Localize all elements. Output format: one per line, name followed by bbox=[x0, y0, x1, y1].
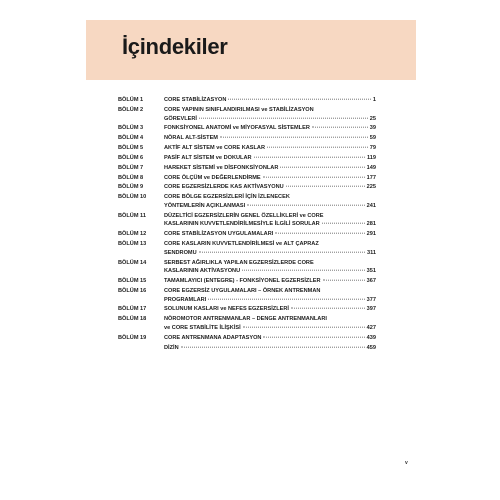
dot-leader bbox=[263, 336, 364, 337]
dot-leader bbox=[275, 233, 364, 234]
toc-entry bbox=[118, 183, 376, 192]
toc-line bbox=[164, 115, 376, 124]
toc-line bbox=[164, 202, 376, 211]
page-number-ref: 377 bbox=[366, 296, 376, 303]
chapter-number: BÖLÜM 8 bbox=[118, 174, 144, 181]
page-number-ref: 367 bbox=[366, 278, 376, 285]
toc-entry bbox=[118, 240, 376, 257]
chapter-title-block bbox=[164, 193, 376, 210]
toc-line bbox=[164, 183, 376, 192]
dot-leader bbox=[323, 280, 365, 281]
dot-leader bbox=[312, 127, 368, 128]
chapter-title-block bbox=[164, 344, 376, 353]
chapter-title: SERBEST AĞIRLIKLA YAPILAN EGZERSİZLERDE CORE bbox=[164, 259, 314, 266]
dot-leader bbox=[199, 251, 365, 252]
dot-leader bbox=[254, 157, 365, 158]
page-number-ref: 225 bbox=[366, 184, 376, 191]
page-number-ref: 39 bbox=[369, 125, 376, 132]
chapter-number: BÖLÜM 14 bbox=[118, 259, 147, 266]
chapter-number: BÖLÜM 12 bbox=[118, 231, 147, 238]
toc-entry bbox=[118, 174, 376, 183]
dot-leader bbox=[242, 270, 365, 271]
page-number-ref: 59 bbox=[369, 135, 376, 142]
page-number-ref: 79 bbox=[369, 145, 376, 152]
page-number-ref: 311 bbox=[366, 249, 376, 256]
chapter-title: KASLARININ AKTİVASYONU bbox=[164, 268, 241, 275]
page-number-ref: 1 bbox=[372, 97, 376, 103]
chapter-number: BÖLÜM 1 bbox=[118, 97, 144, 103]
dot-leader bbox=[291, 308, 365, 309]
chapter-title: CORE STABİLİZASYON bbox=[164, 97, 227, 103]
toc-entry bbox=[118, 259, 376, 276]
chapter-title-block bbox=[164, 305, 376, 314]
toc-line bbox=[164, 134, 376, 143]
page-number-ref: 427 bbox=[366, 324, 376, 331]
dot-leader bbox=[247, 205, 364, 206]
toc-line bbox=[164, 287, 376, 296]
toc-entry bbox=[118, 305, 376, 314]
dot-leader bbox=[322, 223, 365, 224]
toc-line bbox=[164, 212, 376, 221]
chapter-title: DİZİN bbox=[164, 344, 179, 351]
toc-line bbox=[164, 259, 376, 268]
toc-line bbox=[164, 296, 376, 305]
dot-leader bbox=[280, 166, 364, 167]
chapter-number: BÖLÜM 19 bbox=[118, 334, 147, 341]
dot-leader bbox=[243, 327, 365, 328]
chapter-title: ve CORE STABİLİTE İLİŞKİSİ bbox=[164, 324, 241, 331]
chapter-title-block bbox=[164, 315, 376, 332]
dot-leader bbox=[267, 147, 368, 148]
chapter-title-block bbox=[164, 124, 376, 133]
chapter-title: NÖRAL ALT-SİSTEM bbox=[164, 135, 218, 142]
toc-line bbox=[164, 344, 376, 353]
toc-line bbox=[164, 164, 376, 173]
chapter-number: BÖLÜM 3 bbox=[118, 125, 144, 132]
toc-line bbox=[164, 277, 376, 286]
toc-entry bbox=[118, 193, 376, 210]
toc-line bbox=[164, 305, 376, 314]
toc-line bbox=[164, 106, 376, 115]
chapter-title: CORE EGZERSİZLERDE KAS AKTİVASYONU bbox=[164, 184, 284, 191]
toc-line bbox=[164, 334, 376, 343]
chapter-title-block bbox=[164, 106, 376, 123]
dot-leader bbox=[286, 186, 365, 187]
toc-line bbox=[164, 124, 376, 133]
chapter-number: BÖLÜM 16 bbox=[118, 287, 147, 294]
page-number-ref: 119 bbox=[366, 154, 376, 161]
toc-entry bbox=[118, 96, 376, 105]
toc-line bbox=[164, 249, 376, 258]
chapter-number: BÖLÜM 2 bbox=[118, 106, 144, 113]
chapter-title: CORE KASLARIN KUVVETLENDİRİLMESİ ve ALT ÇAPRAZ bbox=[164, 241, 319, 248]
chapter-title: KASLARININ KUVVETLENDİRİLMESİYLE İLGİLİ SORULAR bbox=[164, 221, 320, 228]
chapter-number: BÖLÜM 10 bbox=[118, 194, 147, 201]
toc-entry bbox=[118, 164, 376, 173]
chapter-title-block bbox=[164, 96, 376, 105]
page-number-ref: 351 bbox=[366, 268, 376, 275]
toc-entry bbox=[118, 124, 376, 133]
chapter-title: NÖROMOTOR ANTRENMANLAR – DENGE ANTRENMANLARI bbox=[164, 316, 327, 323]
chapter-number: BÖLÜM 17 bbox=[118, 306, 147, 313]
page-number-ref: 25 bbox=[369, 115, 376, 122]
chapter-title: PASİF ALT SİSTEM ve DOKULAR bbox=[164, 154, 252, 161]
chapter-title: PROGRAMLARI bbox=[164, 296, 207, 303]
chapter-title-block bbox=[164, 144, 376, 153]
chapter-number: BÖLÜM 4 bbox=[118, 135, 144, 142]
toc-line bbox=[164, 174, 376, 183]
toc-entry bbox=[118, 144, 376, 153]
page-number-ref: 281 bbox=[366, 221, 376, 228]
chapter-title: CORE EGZERSİZ UYGULAMALARI – ÖRNEK ANTRENMAN bbox=[164, 287, 321, 294]
dot-leader bbox=[181, 346, 365, 347]
chapter-number: BÖLÜM 15 bbox=[118, 278, 147, 285]
toc-entry bbox=[118, 134, 376, 143]
chapter-title: CORE BÖLGE EGZERSİZLERİ İÇİN İZLENECEK bbox=[164, 194, 290, 201]
chapter-title-block bbox=[164, 334, 376, 343]
toc-line bbox=[164, 267, 376, 276]
chapter-title: GÖREVLERİ bbox=[164, 115, 197, 122]
chapter-number: BÖLÜM 7 bbox=[118, 164, 144, 171]
chapter-title: CORE STABİLİZASYON UYGULAMALARI bbox=[164, 231, 274, 238]
toc-line bbox=[164, 193, 376, 202]
toc-entry bbox=[118, 344, 376, 353]
dot-leader bbox=[263, 176, 365, 177]
page-number: v bbox=[405, 460, 408, 466]
chapter-number: BÖLÜM 11 bbox=[118, 212, 146, 219]
toc-entry bbox=[118, 277, 376, 286]
chapter-title-block bbox=[164, 134, 376, 143]
toc-entry bbox=[118, 287, 376, 304]
page-number-ref: 241 bbox=[366, 202, 376, 209]
toc-entry bbox=[118, 154, 376, 163]
toc-line bbox=[164, 220, 376, 229]
page-number-ref: 397 bbox=[366, 306, 376, 313]
chapter-title: SENDROMU bbox=[164, 249, 197, 256]
chapter-number: BÖLÜM 6 bbox=[118, 154, 144, 161]
toc-entry bbox=[118, 230, 376, 239]
toc-entry bbox=[118, 315, 376, 332]
chapter-title-block bbox=[164, 154, 376, 163]
chapter-title: YÖNTEMLERİN AÇIKLANMASI bbox=[164, 202, 246, 209]
chapter-title: CORE YAPININ SINIFLANDIRILMASI ve STABİLİZASYON bbox=[164, 106, 314, 113]
chapter-number: BÖLÜM 5 bbox=[118, 145, 144, 152]
page-number-ref: 177 bbox=[366, 174, 376, 181]
chapter-number: BÖLÜM 18 bbox=[118, 316, 147, 323]
chapter-title: CORE ANTRENMANA ADAPTASYON bbox=[164, 334, 262, 341]
chapter-title-block bbox=[164, 212, 376, 229]
toc-line bbox=[164, 315, 376, 324]
page-title: İçindekiler bbox=[122, 34, 228, 59]
chapter-title: TAMAMLAYICI (ENTEGRE) - FONKSİYONEL EGZERSİZLER bbox=[164, 278, 321, 285]
toc-line bbox=[164, 96, 376, 105]
toc-line bbox=[164, 144, 376, 153]
chapter-title-block bbox=[164, 164, 376, 173]
page-number-ref: 439 bbox=[366, 334, 376, 341]
chapter-number: BÖLÜM 9 bbox=[118, 184, 144, 191]
dot-leader bbox=[220, 137, 368, 138]
chapter-number: BÖLÜM 13 bbox=[118, 241, 147, 248]
dot-leader bbox=[208, 298, 364, 299]
dot-leader bbox=[199, 117, 368, 118]
chapter-title: HAREKET SİSTEMİ ve DİSFONKSİYONLAR bbox=[164, 164, 279, 171]
toc-line bbox=[164, 154, 376, 163]
toc-entry bbox=[118, 106, 376, 123]
page-number-ref: 291 bbox=[366, 231, 376, 238]
chapter-title: SOLUNUM KASLARI ve NEFES EGZERSİZLERİ bbox=[164, 306, 289, 313]
chapter-title: DÜZELTİCİ EGZERSİZLERİN GENEL ÖZELLİKLERİ ve CORE bbox=[164, 212, 324, 219]
chapter-title: FONKSİYONEL ANATOMİ ve MİYOFASYAL SİSTEMLER bbox=[164, 125, 310, 132]
toc-line bbox=[164, 324, 376, 333]
toc-line bbox=[164, 230, 376, 239]
chapter-title-block bbox=[164, 287, 376, 304]
page-number-ref: 149 bbox=[366, 164, 376, 171]
dot-leader bbox=[228, 99, 371, 100]
chapter-title-block bbox=[164, 240, 376, 257]
chapter-title-block bbox=[164, 174, 376, 183]
toc-line bbox=[164, 240, 376, 249]
chapter-title: AKTİF ALT SİSTEM ve CORE KASLAR bbox=[164, 145, 266, 152]
chapter-title-block bbox=[164, 183, 376, 192]
chapter-title-block bbox=[164, 259, 376, 276]
page-number-ref: 459 bbox=[366, 344, 376, 351]
chapter-title: CORE ÖLÇÜM ve DEĞERLENDİRME bbox=[164, 174, 261, 181]
chapter-title-block bbox=[164, 277, 376, 286]
table-of-contents bbox=[118, 96, 376, 353]
toc-entry bbox=[118, 334, 376, 343]
toc-entry bbox=[118, 212, 376, 229]
chapter-title-block bbox=[164, 230, 376, 239]
